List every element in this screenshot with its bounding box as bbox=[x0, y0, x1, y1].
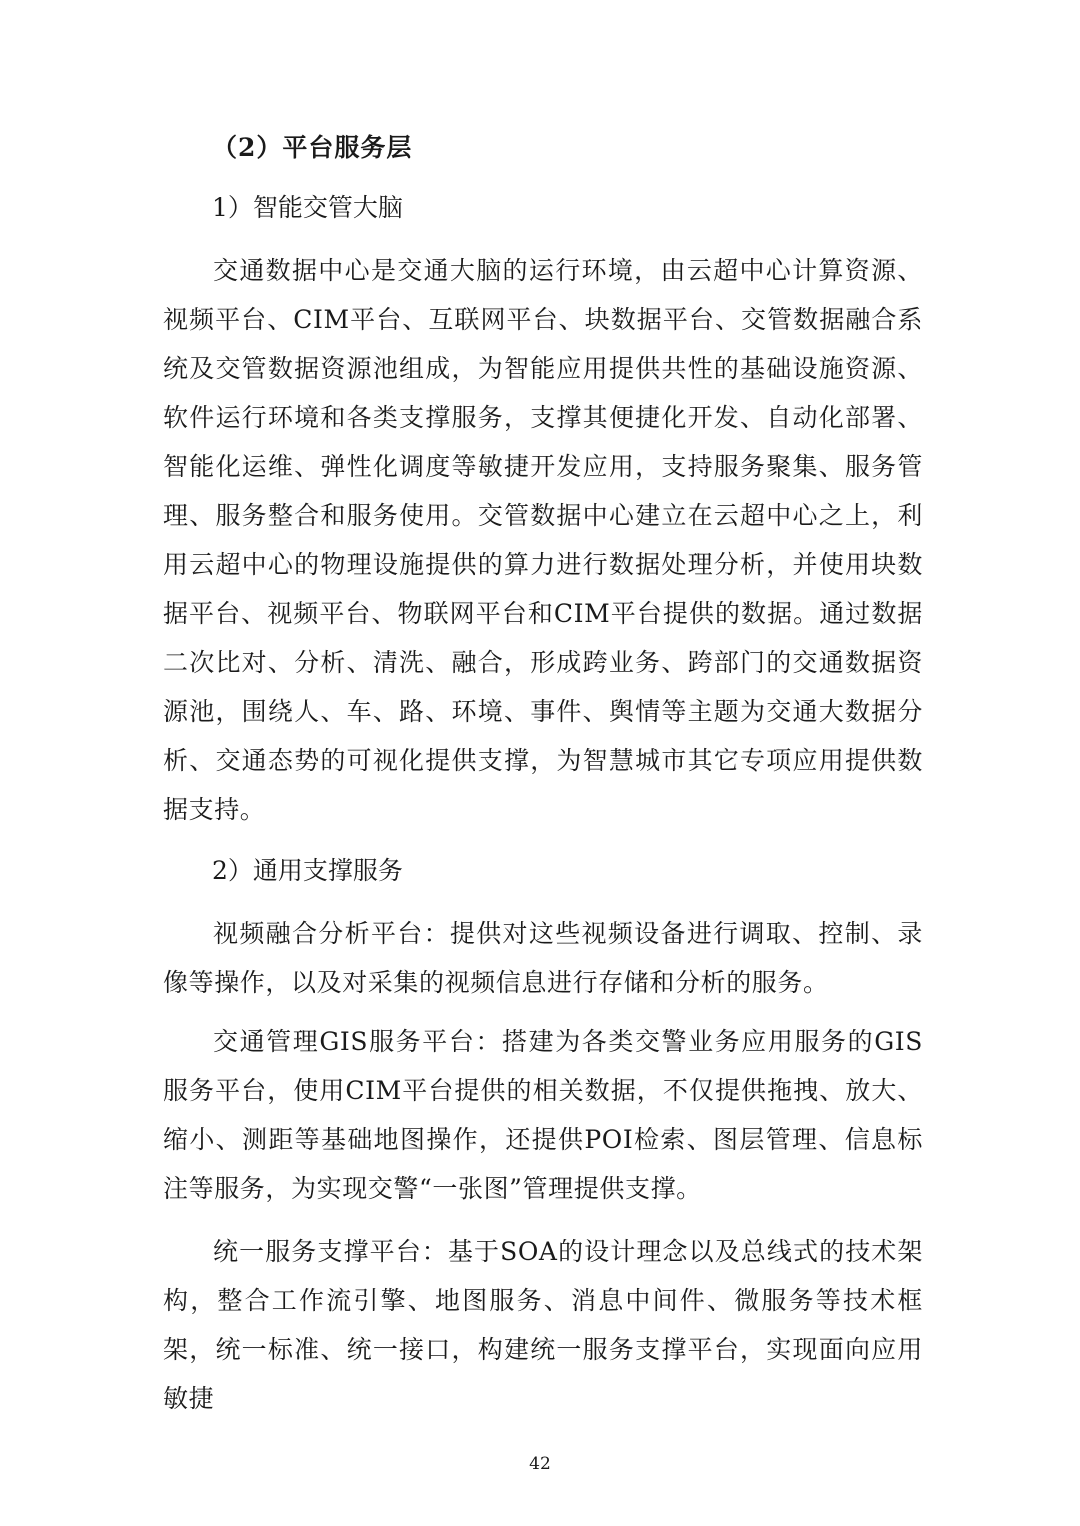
page-number: 42 bbox=[529, 1454, 551, 1474]
subsection-heading-2: 2）通用支撑服务 bbox=[212, 856, 403, 885]
body-paragraph-2: 视频融合分析平台：提供对这些视频设备进行调取、控制、录像等操作，以及对采集的视频信息进行存储和分析的服务。 bbox=[163, 919, 923, 997]
subsection-heading-1: 1）智能交管大脑 bbox=[212, 193, 403, 222]
body-paragraph-4: 统一服务支撑平台：基于SOA的设计理念以及总线式的技术架构，整合工作流引擎、地图服务、消息中间件、微服务等技术框架，统一标准、统一接口，构建统一服务支撑平台，实现面向应用敏捷 bbox=[163, 1237, 923, 1413]
body-paragraph-3: 交通管理GIS服务平台：搭建为各类交警业务应用服务的GIS服务平台，使用CIM平台提供的相关数据，不仅提供拖拽、放大、缩小、测距等基础地图操作，还提供POI检索、图层管理、信息标注等服务，为实现交警“一张图”管理提供支撑。 bbox=[163, 1027, 923, 1203]
body-paragraph-1: 交通数据中心是交通大脑的运行环境，由云超中心计算资源、视频平台、CIM平台、互联网平台、块数据平台、交管数据融合系统及交管数据资源池组成，为智能应用提供共性的基础设施资源、软件运行环境和各类支撑服务，支撑其便捷化开发、自动化部署、智能化运维、弹性化调度等敏捷开发应用，支持服务聚集、服务管理、服务整合和服务使用。交管数据中心建立在云超中心之上，利用云超中心的物理设施提供的算力进行数据处理分析，并使用块数据平台、视频平台、物联网平台和CIM平台提供的数据。通过数据二次比对、分析、清洗、融合，形成跨业务、跨部门的交通数据资源池，围绕人、车、路、环境、事件、舆情等主题为交通大数据分析、交通态势的可视化提供支撑，为智慧城市其它专项应用提供数据支持。 bbox=[163, 256, 923, 824]
section-heading: （2）平台服务层 bbox=[212, 133, 413, 162]
